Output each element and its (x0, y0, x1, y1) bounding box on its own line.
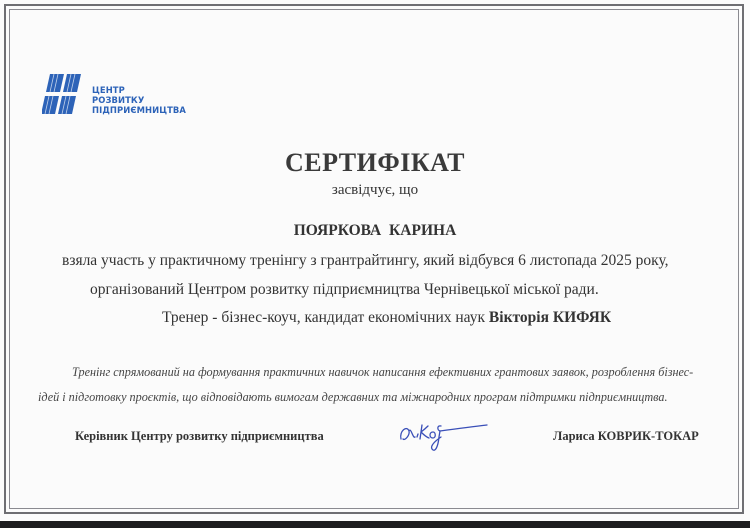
certificate-title: СЕРТИФІКАТ (284, 148, 466, 177)
signatory-name: Лариса КОВРИК-ТОКАР (553, 429, 699, 443)
training-description (38, 360, 718, 410)
certificate-subtitle: засвідчує, що (331, 182, 419, 198)
signatory-role: Керівник Центру розвитку підприємництва (75, 429, 324, 443)
scan-edge-strip (0, 521, 750, 528)
trainer-prefix: Тренер - бізнес-коуч, кандидат економічних наук (162, 309, 489, 326)
logo-text (92, 85, 186, 115)
logo-mark-icon (42, 72, 90, 116)
description-line-1: Тренінг спрямований на формування практичних навичок написання ефективних грантових заявок, розроблення бізнес- (72, 365, 694, 379)
trainer-line (162, 309, 611, 327)
participation-text: взяла участь у практичному тренінгу з грантрайтингу, який відбувся 6 листопада 2025 року, (62, 252, 669, 269)
trainer-name: Вікторія КИФЯК (488, 309, 612, 326)
logo-line-3: ПІДПРИЄМНИЦТВА (92, 105, 186, 115)
logo-line-2: РОЗВИТКУ (92, 95, 145, 105)
organizer-text: організований Центром розвитку підприємництва Чернівецької міської ради. (90, 281, 599, 298)
logo (42, 72, 212, 120)
description-line-2: ідей і підготовку проєктів, що відповідають вимогам державних та міжнародних програм підтримки підприємництва. (38, 390, 668, 404)
logo-line-1: ЦЕНТР (92, 85, 125, 95)
recipient-name: ПОЯРКОВА КАРИНА (293, 222, 457, 239)
handwritten-signature-icon (395, 417, 495, 457)
